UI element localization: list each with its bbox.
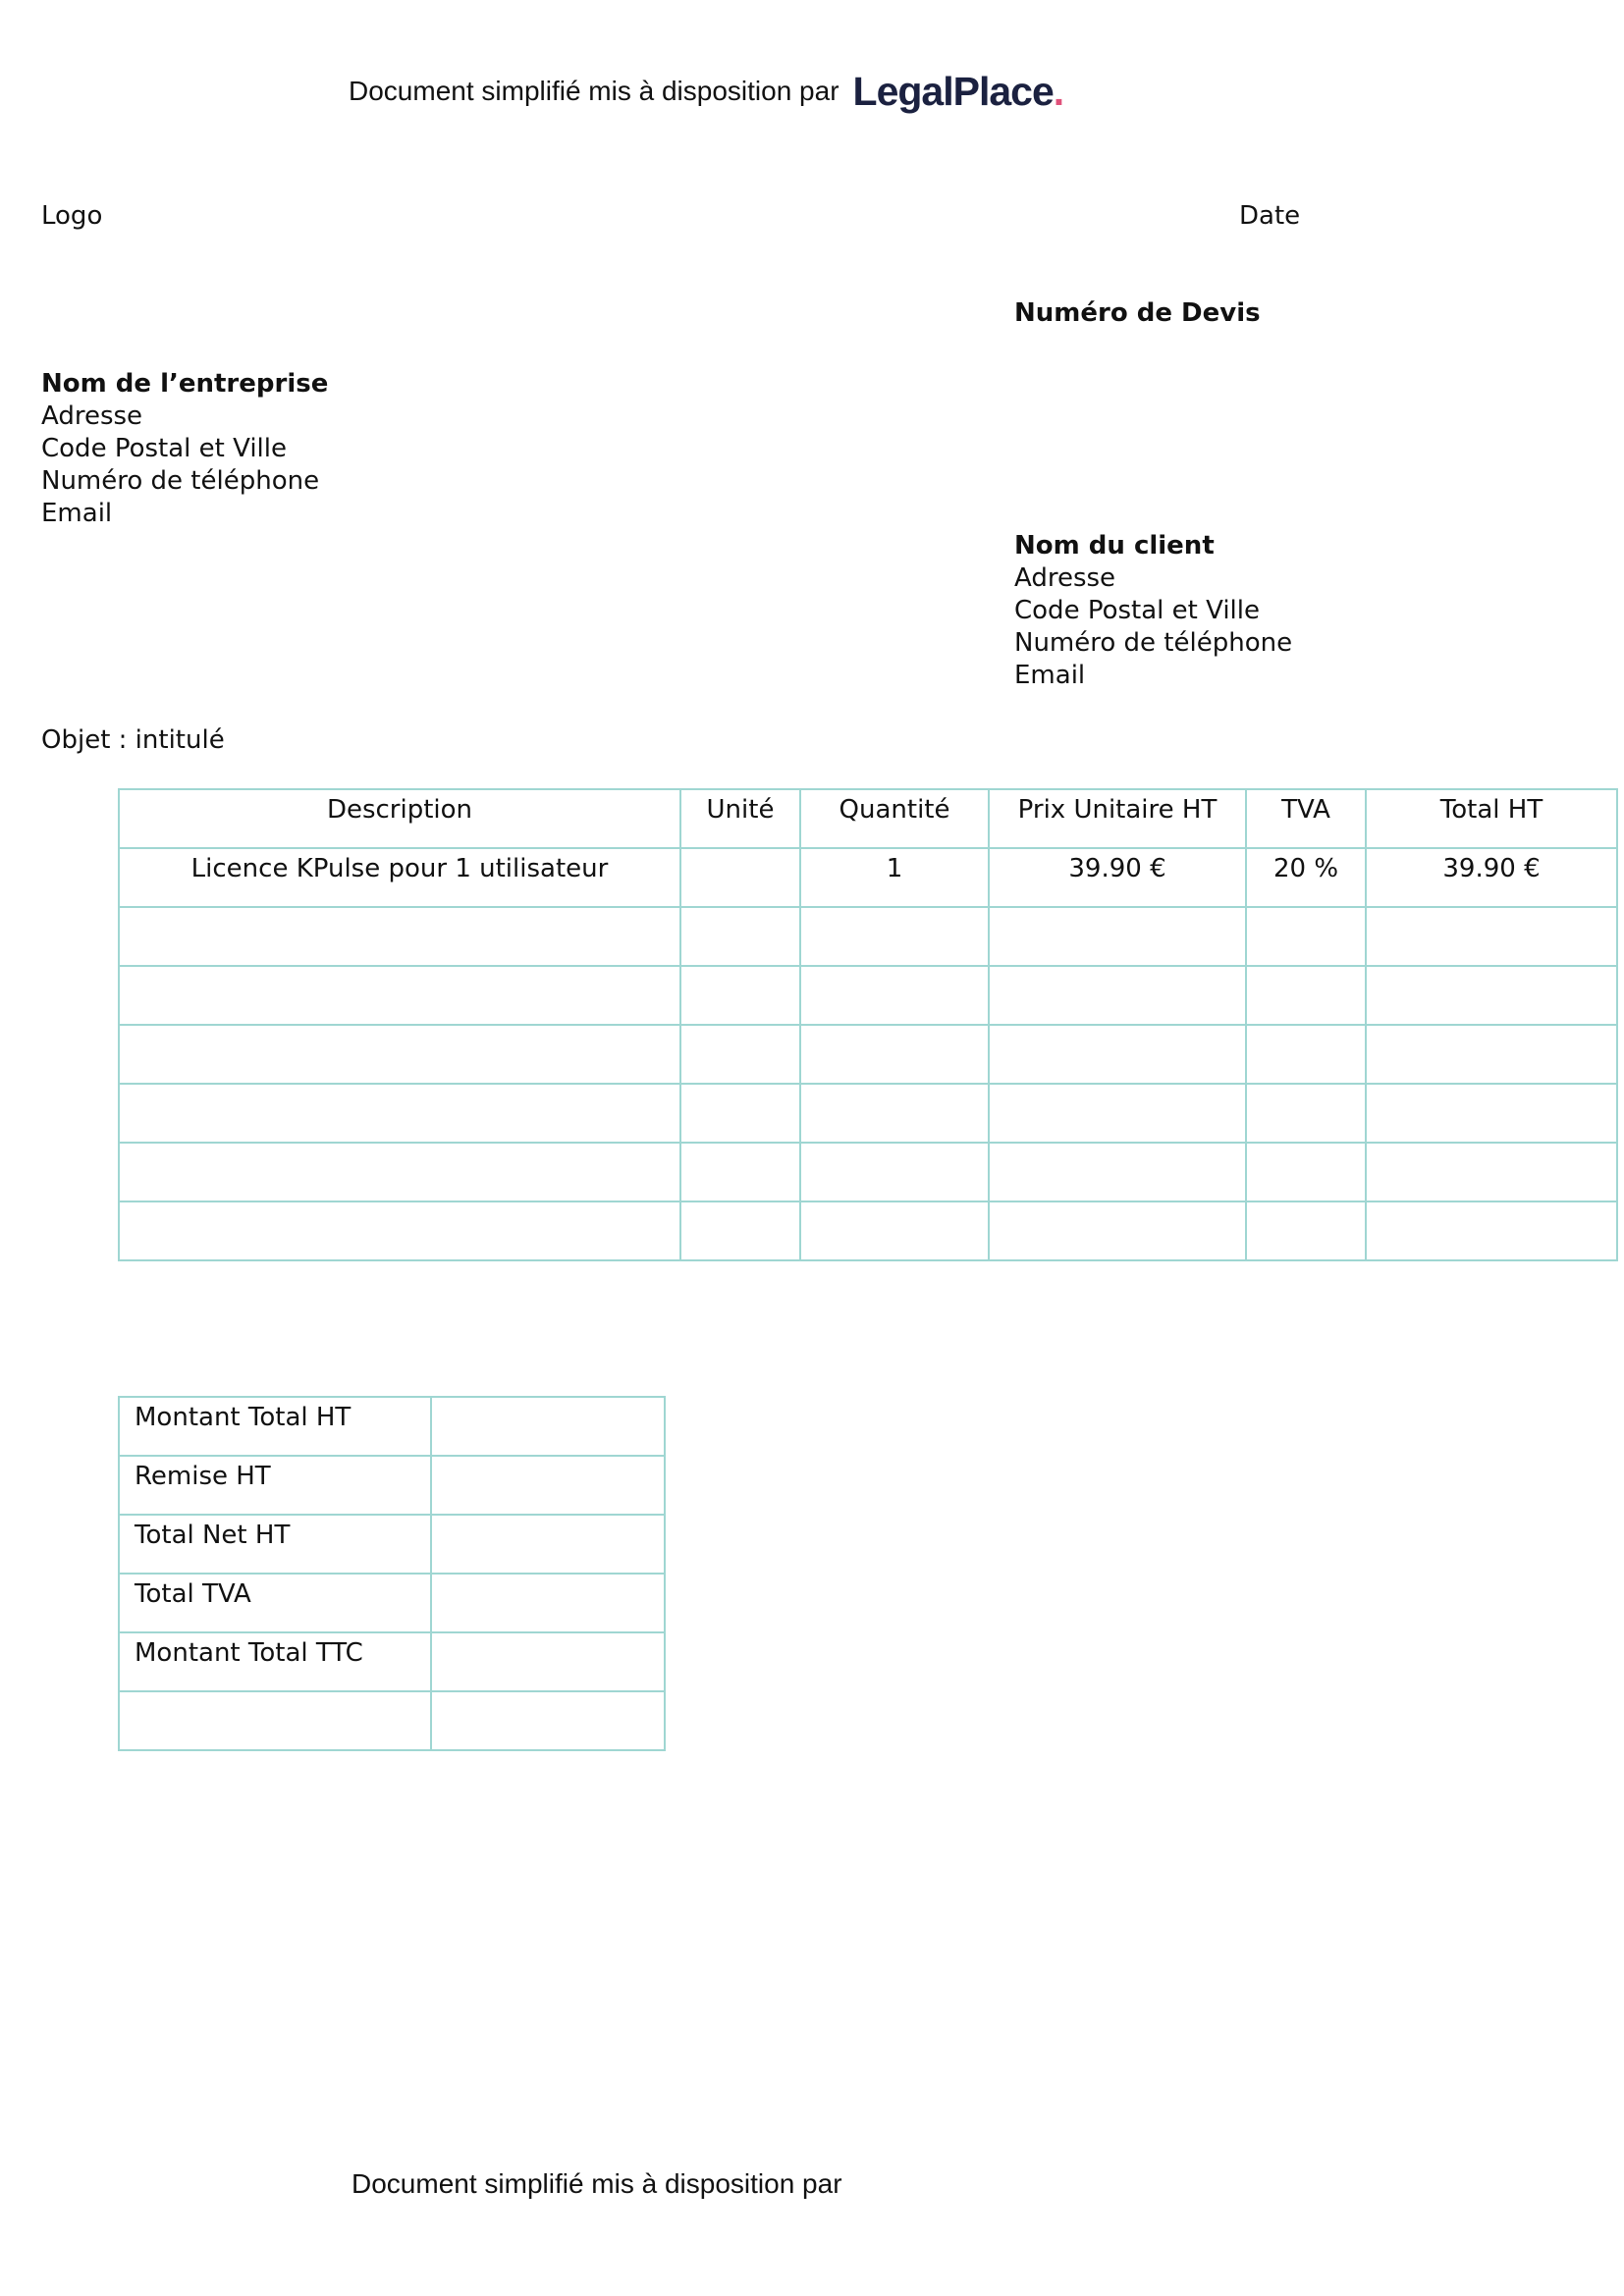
totals-value (431, 1574, 665, 1632)
brand-caption: Document simplifié mis à disposition par (349, 76, 839, 106)
logo-label: Logo (41, 201, 103, 231)
column-header: Description (119, 789, 680, 848)
client-block (1014, 530, 1292, 692)
table-cell (1246, 907, 1366, 966)
table-cell (119, 1201, 680, 1260)
table-cell (989, 1143, 1246, 1201)
table-cell (800, 1201, 989, 1260)
totals-row (119, 1456, 665, 1515)
totals-value (431, 1691, 665, 1750)
table-cell (1246, 966, 1366, 1025)
table-cell: Licence KPulse pour 1 utilisateur (119, 848, 680, 907)
table-cell (119, 907, 680, 966)
totals-label: Total Net HT (119, 1515, 431, 1574)
footer-caption: Document simplifié mis à disposition par (352, 2168, 842, 2199)
table-cell (989, 1025, 1246, 1084)
table-cell (1246, 1201, 1366, 1260)
table-cell (680, 1201, 800, 1260)
table-row (119, 1025, 1617, 1084)
company-phone: Numéro de téléphone (41, 466, 320, 496)
totals-label: Remise HT (119, 1456, 431, 1515)
client-postal-city: Code Postal et Ville (1014, 596, 1260, 625)
totals-row (119, 1691, 665, 1750)
totals-row (119, 1574, 665, 1632)
table-cell (680, 1025, 800, 1084)
table-cell: 39.90 € (1366, 848, 1617, 907)
table-cell (119, 1025, 680, 1084)
table-cell (1366, 1143, 1617, 1201)
column-header: TVA (1246, 789, 1366, 848)
totals-row (119, 1632, 665, 1691)
totals-label (119, 1691, 431, 1750)
table-cell (800, 1143, 989, 1201)
table-cell (680, 1143, 800, 1201)
column-header: Quantité (800, 789, 989, 848)
client-address: Adresse (1014, 563, 1116, 593)
totals-value (431, 1632, 665, 1691)
logo-dot: . (1053, 68, 1064, 114)
totals-label: Total TVA (119, 1574, 431, 1632)
table-cell (1246, 1084, 1366, 1143)
company-block (41, 368, 328, 530)
legalplace-logo (853, 69, 1064, 115)
table-cell: 1 (800, 848, 989, 907)
items-table (118, 788, 1618, 1261)
table-row (119, 1084, 1617, 1143)
table-cell: 20 % (1246, 848, 1366, 907)
totals-value (431, 1456, 665, 1515)
column-header: Unité (680, 789, 800, 848)
table-cell (119, 1084, 680, 1143)
client-name: Nom du client (1014, 531, 1215, 561)
table-cell (1246, 1025, 1366, 1084)
table-row (119, 966, 1617, 1025)
table-cell (680, 848, 800, 907)
table-cell (989, 907, 1246, 966)
totals-table (118, 1396, 666, 1751)
table-cell (119, 966, 680, 1025)
table-cell: 39.90 € (989, 848, 1246, 907)
totals-value (431, 1397, 665, 1456)
table-cell (119, 1143, 680, 1201)
logo-text: LegalPlace (852, 68, 1054, 114)
table-cell (1366, 1201, 1617, 1260)
table-cell (680, 966, 800, 1025)
client-email: Email (1014, 661, 1086, 690)
subject-line: Objet : intitulé (41, 725, 225, 755)
table-cell (800, 907, 989, 966)
client-phone: Numéro de téléphone (1014, 628, 1293, 658)
table-cell (680, 907, 800, 966)
table-cell (989, 1084, 1246, 1143)
table-row (119, 1201, 1617, 1260)
table-cell (1246, 1143, 1366, 1201)
date-label: Date (1239, 201, 1301, 231)
table-row (119, 848, 1617, 907)
totals-label: Montant Total HT (119, 1397, 431, 1456)
table-cell (680, 1084, 800, 1143)
company-postal-city: Code Postal et Ville (41, 434, 287, 463)
table-cell (1366, 966, 1617, 1025)
table-cell (1366, 907, 1617, 966)
company-address: Adresse (41, 401, 143, 431)
quote-number-label: Numéro de Devis (1014, 298, 1261, 328)
totals-value (431, 1515, 665, 1574)
table-cell (800, 1084, 989, 1143)
table-cell (1366, 1025, 1617, 1084)
totals-label: Montant Total TTC (119, 1632, 431, 1691)
items-header-row (119, 789, 1617, 848)
table-cell (800, 1025, 989, 1084)
company-name: Nom de l’entreprise (41, 369, 329, 399)
column-header: Total HT (1366, 789, 1617, 848)
table-cell (1366, 1084, 1617, 1143)
totals-row (119, 1397, 665, 1456)
totals-row (119, 1515, 665, 1574)
table-row (119, 907, 1617, 966)
company-email: Email (41, 499, 113, 528)
table-cell (800, 966, 989, 1025)
column-header: Prix Unitaire HT (989, 789, 1246, 848)
table-cell (989, 966, 1246, 1025)
table-row (119, 1143, 1617, 1201)
table-cell (989, 1201, 1246, 1260)
brand-banner (349, 65, 1063, 118)
